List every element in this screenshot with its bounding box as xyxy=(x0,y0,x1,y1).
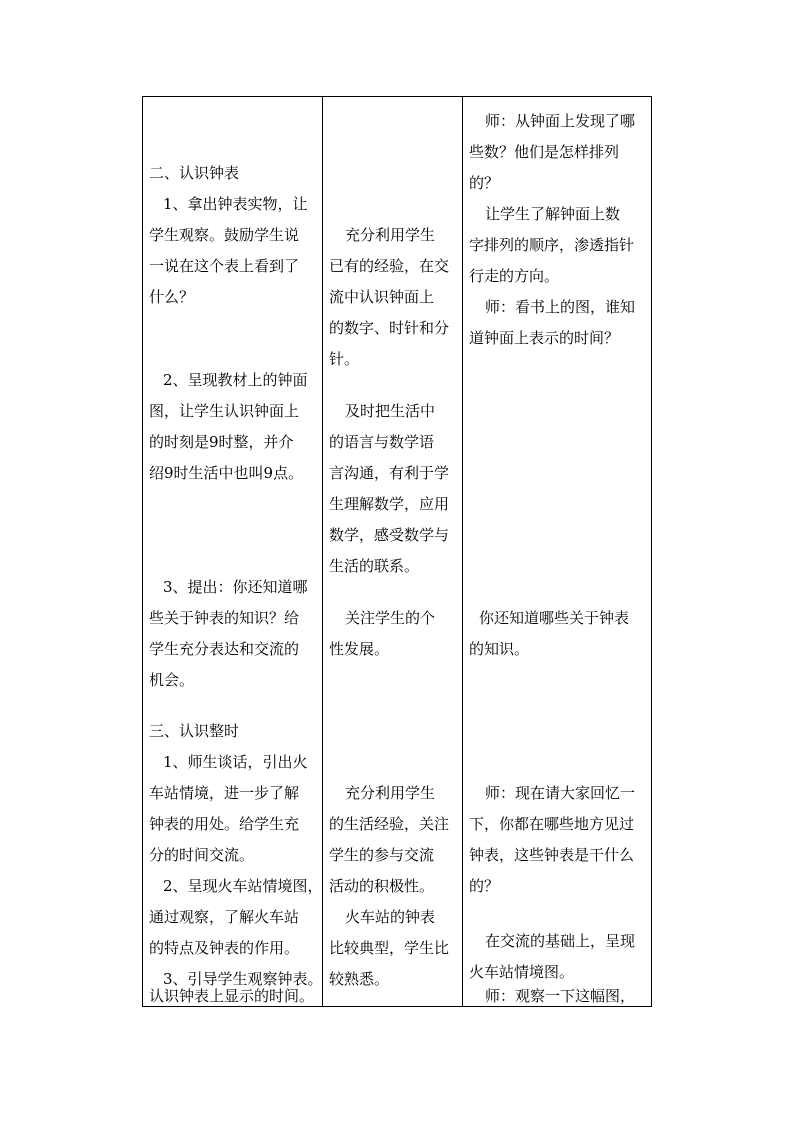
text-line: 关注学生的个 xyxy=(345,609,436,627)
text-line: 行走的方向。 xyxy=(469,267,560,285)
text-line: 2、呈现火车站情境图， xyxy=(163,877,323,895)
text-line: 充分利用学生 xyxy=(345,226,436,244)
text-line: 的特点及钟表的作用。 xyxy=(149,939,300,957)
text-line: 师：现在请大家回忆一 xyxy=(485,784,636,802)
text-line: 言沟通，有利于学 xyxy=(329,464,450,482)
text-line: 比较典型，学生比 xyxy=(329,939,450,957)
text-line: 学生充分表达和交流的 xyxy=(149,640,300,658)
text-line: 的？ xyxy=(469,877,500,895)
text-line: 你还知道哪些关于钟表 xyxy=(479,609,630,627)
lesson-plan-table xyxy=(142,96,652,1007)
text-line: 的时刻是9时整，并介 xyxy=(149,433,294,451)
column-divider-1 xyxy=(322,97,323,1006)
text-line: 的数字、时针和分 xyxy=(329,319,450,337)
text-line: 流中认识钟面上 xyxy=(329,288,435,306)
text-line: 性发展。 xyxy=(329,640,390,658)
text-line: 通过观察，了解火车站 xyxy=(149,908,300,926)
text-line: 师：看书上的图，谁知 xyxy=(485,298,636,316)
text-line: 生理解数学，应用 xyxy=(329,495,450,513)
text-line: 的？ xyxy=(469,174,500,192)
text-line: 2、呈现教材上的钟面 xyxy=(163,371,308,389)
text-line: 道钟面上表示的时间？ xyxy=(469,329,620,347)
text-line: 1、拿出钟表实物，让 xyxy=(163,195,308,213)
text-line: 些关于钟表的知识？给 xyxy=(149,609,300,627)
text-line: 车站情境，进一步了解 xyxy=(149,784,300,802)
text-line: 的语言与数学语 xyxy=(329,433,435,451)
text-line: 钟表的用处。给学生充 xyxy=(149,815,300,833)
text-line: 针。 xyxy=(329,350,360,368)
text-line: 火车站情境图。 xyxy=(469,963,575,981)
text-line: 充分利用学生 xyxy=(345,784,436,802)
text-line: 已有的经验，在交 xyxy=(329,257,450,275)
text-line: 及时把生活中 xyxy=(345,402,436,420)
text-line: 火车站的钟表 xyxy=(345,908,436,926)
text-line: 学生的参与交流 xyxy=(329,846,435,864)
text-line: 认识钟表上显示的时间。 xyxy=(149,987,315,1005)
text-line: 图，让学生认识钟面上 xyxy=(149,402,300,420)
text-line: 学生观察。鼓励学生说 xyxy=(149,226,300,244)
text-line: 机会。 xyxy=(149,671,195,689)
text-line: 的生活经验，关注 xyxy=(329,815,450,833)
text-line: 1、师生谈话，引出火 xyxy=(163,753,308,771)
column-divider-2 xyxy=(462,97,463,1006)
text-line: 生活的联系。 xyxy=(329,557,420,575)
text-line: 师：观察一下这幅图， xyxy=(485,987,636,1005)
text-line: 3、引导学生观察钟表。 xyxy=(163,970,323,988)
text-line: 让学生了解钟面上数 xyxy=(485,205,621,223)
text-line: 在交流的基础上，呈现 xyxy=(485,932,636,950)
text-line: 些数？他们是怎样排列 xyxy=(469,143,620,161)
text-line: 钟表，这些钟表是干什么 xyxy=(469,846,635,864)
text-line: 较熟悉。 xyxy=(329,970,390,988)
text-line: 分的时间交流。 xyxy=(149,846,255,864)
text-line: 活动的积极性。 xyxy=(329,877,435,895)
text-line: 二、认识钟表 xyxy=(149,164,240,182)
text-line: 绍9时生活中也叫9点。 xyxy=(149,464,304,482)
text-line: 数学，感受数学与 xyxy=(329,526,450,544)
text-line: 一说在这个表上看到了 xyxy=(149,257,300,275)
text-line: 字排列的顺序，渗透指针 xyxy=(469,236,635,254)
text-line: 师：从钟面上发现了哪 xyxy=(485,112,636,130)
text-line: 什么？ xyxy=(149,288,195,306)
text-line: 下，你都在哪些地方见过 xyxy=(469,815,635,833)
text-line: 3、提出：你还知道哪 xyxy=(163,578,308,596)
text-line: 的知识。 xyxy=(469,640,530,658)
text-line: 三、认识整时 xyxy=(149,722,240,740)
